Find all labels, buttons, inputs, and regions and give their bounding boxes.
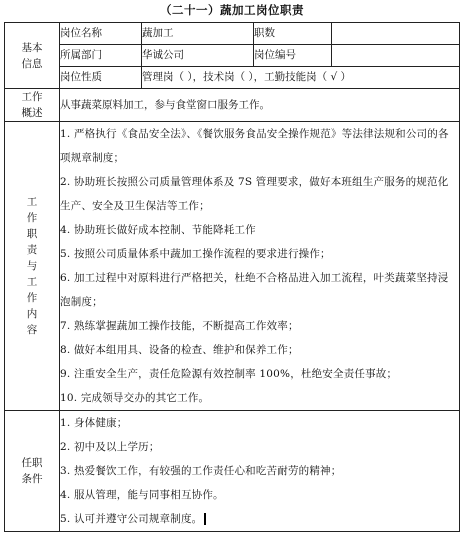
duty-item: 4. 协助班长做好成本控制、节能降耗工作: [60, 224, 256, 236]
requirement-item: [60, 507, 459, 531]
duty-item: 8. 做好本组用具、设备的检查、维护和保养工作；: [60, 344, 299, 356]
post-nature-label: 岗位性质: [60, 67, 142, 89]
overview-category: [5, 89, 60, 122]
duty-item: 7. 熟练掌握蔬加工操作技能，不断提高工作效率；: [60, 320, 299, 332]
document-title: （二十一）蔬加工岗位职责: [160, 3, 304, 17]
duties-category: [5, 122, 60, 411]
requirement-item: 2. 初中及以上学历；: [60, 441, 160, 453]
basic-info-category-label: 基本信息: [21, 41, 43, 70]
duty-item: 10. 完成领导交办的其它工作。: [60, 392, 210, 404]
post-name-label: 岗位名称: [60, 23, 142, 45]
basic-info-category: [5, 23, 60, 89]
duties-list: [60, 122, 460, 411]
post-nature-value: 管理岗（ ），技术岗（ ），工勤技能岗（ √ ）: [142, 67, 460, 89]
department-value: 华诚公司: [142, 45, 254, 67]
duty-item: 2. 协助班长按照公司质量管理体系及 7S 管理要求，做好本班组生产服务的规范化生产、安全及卫生保洁等工作；: [60, 176, 449, 212]
duty-item: 1. 严格执行《食品安全法》、《餐饮服务食品安全操作规范》等法律法规和公司的各项规章制度；: [60, 128, 449, 164]
duty-item: 5. 按照公司质量体系中蔬加工操作流程的要求进行操作；: [60, 248, 331, 260]
job-description-table: [4, 22, 460, 532]
requirements-category: [5, 411, 60, 532]
requirements-category-label: 任职条件: [21, 457, 43, 485]
duty-item: 6. 加工过程中对原料进行严格把关，杜绝不合格品进入加工流程，叶类蔬菜坚持浸泡制度；: [60, 272, 449, 308]
post-number-value: [332, 45, 460, 67]
duties-category-label: 工作职责与工作内容: [26, 196, 38, 336]
headcount-label: 职数: [254, 23, 332, 45]
text-cursor: [204, 513, 206, 525]
post-name-value: 蔬加工: [142, 23, 254, 45]
requirement-item-text: 5. 认可并遵守公司规章制度。: [60, 513, 203, 525]
requirements-list: [60, 411, 460, 532]
department-label: 所属部门: [60, 45, 142, 67]
requirement-item: 4. 服从管理，能与同事相互协作。: [60, 489, 224, 501]
requirement-item: 3. 热爱餐饮工作，有较强的工作责任心和吃苦耐劳的精神；: [60, 465, 342, 477]
overview-text: 从事蔬菜原料加工，参与食堂窗口服务工作。: [60, 89, 460, 122]
duty-item: 9. 注重安全生产，责任危险源有效控制率 100%，杜绝安全责任事故；: [60, 368, 398, 380]
overview-category-label: 工作概述: [21, 91, 43, 119]
requirement-item: 1. 身体健康；: [60, 417, 128, 429]
headcount-value: [332, 23, 460, 45]
post-number-label: 岗位编号: [254, 45, 332, 67]
